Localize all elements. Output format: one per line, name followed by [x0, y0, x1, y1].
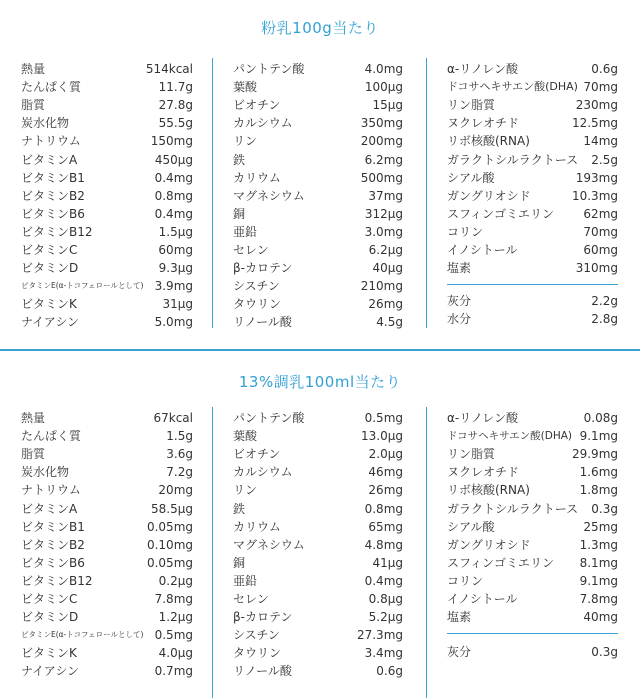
nutrient-name: 熱量 [21, 62, 46, 76]
nutrient-name: ガングリオシド [447, 537, 531, 552]
powder-col1 [21, 0, 193, 350]
nutrient-value: 10.3mg [571, 188, 618, 203]
nutrient-row [21, 187, 193, 205]
nutrient-name: シアル酸 [447, 170, 495, 185]
nutrient-value: 6.2mg [364, 152, 403, 167]
column-divider [212, 407, 213, 698]
nutrient-value: 0.5mg [364, 411, 403, 425]
nutrient-name: パントテン酸 [233, 411, 305, 425]
nutrient-value: 6.2μg [368, 243, 403, 257]
nutrient-name: ガラクトシルラクトース [447, 501, 579, 516]
nutrient-value: 12.5mg [571, 116, 618, 131]
nutrient-name: セレン [233, 592, 269, 606]
nutrient-name: 銅 [233, 206, 246, 221]
nutrient-name: ガングリオシド [447, 188, 531, 203]
nutrient-row [233, 409, 403, 427]
nutrient-value: 150mg [150, 134, 193, 149]
nutrient-name: イノシトール [447, 243, 518, 257]
nutrient-value: 3.9mg [154, 279, 193, 294]
nutrient-value: 46mg [368, 465, 403, 480]
nutrient-name: 脂質 [21, 98, 46, 113]
nutrient-name: リボ核酸(RNA) [447, 134, 530, 149]
nutrient-name: α-リノレン酸 [447, 62, 518, 76]
nutrient-name: ビタミンC [21, 243, 78, 257]
nutrient-row [21, 481, 193, 499]
nutrient-value: 0.4mg [154, 170, 193, 185]
nutrient-row [21, 518, 193, 536]
nutrient-row [21, 554, 193, 572]
nutrient-row [233, 536, 403, 554]
nutrient-value: 210mg [360, 279, 403, 294]
nutrient-name: β-カロテン [233, 261, 293, 276]
nutrient-name: リン [233, 483, 258, 498]
nutrient-value: 0.2μg [158, 573, 193, 588]
nutrient-value: 514kcal [145, 62, 193, 76]
nutrient-value: 2.5g [591, 152, 618, 167]
nutrient-value: 312μg [364, 206, 403, 221]
nutrient-name: シスチン [233, 279, 280, 294]
nutrient-name: コリン [447, 573, 484, 588]
nutrient-name: β-カロテン [233, 610, 293, 625]
nutrient-row [21, 223, 193, 241]
nutrient-value: 1.5g [166, 429, 193, 444]
nutrient-value: 65mg [368, 519, 403, 534]
nutrient-name: ナイアシン [21, 315, 80, 330]
nutrient-value: 40mg [583, 610, 618, 625]
nutrient-row [21, 78, 193, 96]
nutrient-value: 1.5μg [158, 224, 193, 239]
nutrient-value: 4.0μg [158, 646, 193, 661]
nutrient-name: ビタミンE(α-トコフェロールとして) [21, 630, 144, 640]
nutrient-name: ビタミンB1 [21, 519, 85, 534]
prepared-col2 [233, 351, 403, 700]
nutrient-row [233, 500, 403, 518]
nutrient-name: タウリン [233, 297, 282, 312]
nutrient-name: ビタミンA [21, 152, 78, 167]
powder-col3-extra [447, 0, 618, 350]
nutrient-name: 塩素 [447, 610, 472, 625]
nutrient-value: 55.5g [158, 116, 193, 131]
nutrient-value: 67kcal [153, 411, 193, 425]
nutrient-row [233, 518, 403, 536]
nutrient-name: パントテン酸 [233, 62, 305, 76]
nutrient-value: 2.8g [591, 312, 618, 327]
nutrient-row [21, 151, 193, 169]
nutrient-value: 1.8mg [579, 483, 618, 498]
prepared-col3-extra [447, 351, 618, 700]
nutrient-row [233, 114, 403, 132]
nutrient-name: ビタミンK [21, 297, 77, 312]
nutrient-row [21, 644, 193, 662]
nutrient-name: ナイアシン [21, 664, 80, 679]
nutrient-value: 13.0μg [361, 429, 403, 444]
nutrient-row [21, 626, 193, 644]
nutrient-value: 7.2g [166, 465, 193, 480]
nutrient-value: 9.3μg [158, 261, 193, 276]
nutrient-value: 37mg [368, 188, 403, 203]
nutrient-name: ビタミンD [21, 610, 79, 625]
nutrient-row [233, 445, 403, 463]
nutrient-row [233, 259, 403, 277]
nutrient-row [233, 608, 403, 626]
nutrient-name: たんぱく質 [21, 429, 82, 444]
nutrient-name: ガラクトシルラクトース [447, 152, 579, 167]
nutrient-value: 9.1mg [579, 573, 618, 588]
nutrient-row [21, 114, 193, 132]
nutrient-row [21, 662, 193, 680]
nutrient-value: 193mg [575, 170, 618, 185]
nutrient-row [21, 572, 193, 590]
nutrient-value: 200mg [360, 134, 403, 149]
nutrient-row [233, 277, 403, 295]
nutrient-row [233, 481, 403, 499]
powder-title: 粉乳100g当たり [261, 19, 379, 37]
nutrient-value: 0.4mg [364, 573, 403, 588]
nutrient-value: 500mg [360, 170, 403, 185]
nutrient-value: 0.7mg [154, 664, 193, 679]
nutrient-name: 亜鉛 [233, 224, 258, 239]
nutrient-value: 58.5μg [151, 501, 193, 516]
nutrient-row [21, 445, 193, 463]
nutrient-row [233, 554, 403, 572]
nutrient-name: リノール酸 [233, 315, 292, 330]
nutrient-row [21, 313, 193, 331]
nutrient-value: 4.5g [376, 315, 403, 330]
nutrient-name: ビタミンB6 [21, 206, 85, 221]
nutrient-row [21, 277, 193, 295]
nutrient-value: 310mg [575, 261, 618, 276]
nutrient-name: 葉酸 [233, 429, 258, 444]
prepared-title: 13%調乳100ml当たり [238, 373, 402, 391]
nutrient-value: 0.3g [591, 501, 618, 516]
nutrient-name: たんぱく質 [21, 80, 82, 95]
nutrient-name: ドコサヘキサエン酸(DHA) [447, 430, 573, 443]
nutrient-value: 0.8mg [364, 501, 403, 516]
nutrient-row [233, 572, 403, 590]
nutrient-value: 70mg [583, 224, 618, 239]
nutrient-name: 鉄 [233, 152, 246, 167]
nutrient-row [21, 241, 193, 259]
nutrient-value: 100μg [364, 80, 403, 95]
nutrient-name: ビオチン [233, 447, 281, 462]
nutrient-value: 3.0mg [364, 224, 403, 239]
nutrient-row [233, 626, 403, 644]
nutrient-row [21, 536, 193, 554]
nutrient-value: 20mg [158, 483, 193, 498]
nutrient-name: ナトリウム [21, 483, 81, 498]
nutrient-row [233, 590, 403, 608]
nutrient-name: 炭水化物 [21, 465, 70, 480]
nutrient-value: 230mg [575, 98, 618, 113]
nutrient-name: 塩素 [447, 261, 472, 276]
nutrient-name: 鉄 [233, 501, 246, 516]
nutrient-value: 29.9mg [571, 447, 618, 462]
nutrient-row [21, 295, 193, 313]
nutrient-value: 27.3mg [356, 628, 403, 643]
nutrient-name: 灰分 [447, 645, 472, 659]
nutrient-row [233, 223, 403, 241]
nutrient-value: 450μg [154, 152, 193, 167]
nutrient-value: 0.8mg [154, 188, 193, 203]
nutrient-row [21, 205, 193, 223]
nutrient-value: 0.6g [376, 664, 403, 679]
nutrient-name: リン脂質 [447, 98, 496, 113]
nutrient-name: 亜鉛 [233, 573, 258, 588]
nutrient-name: 葉酸 [233, 80, 258, 95]
nutrient-name: セレン [233, 243, 269, 257]
nutrient-value: 1.3mg [579, 537, 618, 552]
nutrient-value: 0.8μg [368, 592, 403, 606]
nutrient-value: 31μg [162, 297, 193, 312]
nutrient-name: α-リノレン酸 [447, 411, 518, 425]
nutrient-row [21, 500, 193, 518]
nutrient-name: コリン [447, 224, 484, 239]
prepared-col1 [21, 351, 193, 700]
nutrient-value: 2.0μg [368, 447, 403, 462]
nutrient-row [21, 463, 193, 481]
nutrient-value: 41μg [372, 555, 403, 570]
nutrient-name: カリウム [233, 170, 281, 185]
nutrient-name: ビタミンE(α-トコフェロールとして) [21, 281, 144, 291]
nutrient-name: 灰分 [447, 294, 472, 308]
nutrient-value: 60mg [158, 243, 193, 257]
nutrient-name: マグネシウム [233, 537, 305, 552]
nutrient-value: 0.4mg [154, 206, 193, 221]
nutrient-name: 銅 [233, 555, 246, 570]
nutrient-value: 0.05mg [146, 519, 193, 534]
nutrient-row [233, 241, 403, 259]
nutrient-row [447, 643, 618, 661]
nutrient-value: 0.3g [591, 645, 618, 659]
nutrient-row [21, 169, 193, 187]
nutrient-row [233, 662, 403, 680]
nutrient-value: 3.6g [166, 447, 193, 462]
nutrient-value: 350mg [360, 116, 403, 131]
nutrient-row [233, 295, 403, 313]
nutrient-value: 11.7g [158, 80, 193, 95]
nutrient-row [21, 60, 193, 78]
nutrient-row [447, 310, 618, 328]
nutrient-row [233, 427, 403, 445]
nutrient-value: 60mg [583, 243, 618, 257]
nutrient-name: リノール酸 [233, 664, 292, 679]
nutrient-name: スフィンゴミエリン [447, 206, 555, 221]
nutrient-value: 8.1mg [579, 555, 618, 570]
nutrient-name: カルシウム [233, 465, 293, 480]
nutrient-value: 0.05mg [146, 555, 193, 570]
nutrient-name: ビタミンB1 [21, 170, 85, 185]
nutrient-row [21, 132, 193, 150]
column-divider [212, 58, 213, 328]
nutrient-row [233, 151, 403, 169]
nutrient-name: 脂質 [21, 447, 46, 462]
nutrient-name: リン [233, 134, 258, 149]
nutrient-row [21, 608, 193, 626]
nutrient-row [233, 60, 403, 78]
nutrient-row [233, 463, 403, 481]
nutrient-name: ビタミンB12 [21, 573, 93, 588]
nutrient-value: 0.5mg [154, 628, 193, 643]
nutrient-value: 26mg [368, 297, 403, 312]
nutrient-value: 26mg [368, 483, 403, 498]
nutrient-row [21, 409, 193, 427]
nutrient-name: 熱量 [21, 411, 46, 425]
nutrient-value: 27.8g [158, 98, 193, 113]
nutrient-row [233, 132, 403, 150]
nutrient-value: 15μg [372, 98, 403, 113]
nutrient-row [21, 590, 193, 608]
nutrient-value: 3.4mg [364, 646, 403, 661]
nutrient-row [233, 644, 403, 662]
nutrient-name: 炭水化物 [21, 116, 70, 131]
nutrient-row [21, 96, 193, 114]
nutrient-name: ビオチン [233, 98, 281, 113]
nutrient-row [233, 78, 403, 96]
nutrient-row [21, 427, 193, 445]
nutrient-value: 5.2μg [368, 610, 403, 625]
nutrient-name: ビタミンB12 [21, 224, 93, 239]
nutrient-value: 62mg [583, 206, 618, 221]
nutrient-name: カルシウム [233, 116, 293, 131]
nutrient-row [447, 292, 618, 310]
nutrient-name: スフィンゴミエリン [447, 555, 555, 570]
nutrient-name: タウリン [233, 646, 282, 661]
nutrient-name: イノシトール [447, 592, 518, 606]
nutrient-value: 70mg [583, 80, 618, 95]
nutrient-name: ビタミンA [21, 501, 78, 516]
nutrient-value: 0.08g [583, 411, 618, 425]
nutrient-row [233, 169, 403, 187]
nutrient-row [233, 313, 403, 331]
nutrient-value: 5.0mg [154, 315, 193, 330]
nutrient-row [21, 259, 193, 277]
prepared-section [0, 351, 640, 700]
nutrient-row [233, 96, 403, 114]
nutrient-name: ヌクレオチド [447, 116, 520, 131]
nutrient-value: 9.1mg [579, 429, 618, 444]
column-divider [426, 407, 427, 698]
nutrient-name: マグネシウム [233, 188, 305, 203]
nutrient-value: 4.0mg [364, 62, 403, 76]
nutrient-row [233, 205, 403, 223]
nutrient-name: 水分 [447, 312, 472, 327]
nutrient-name: ビタミンK [21, 646, 77, 661]
nutrient-name: ビタミンD [21, 261, 79, 276]
nutrient-value: 25mg [583, 519, 618, 534]
nutrient-value: 7.8mg [154, 592, 193, 606]
nutrient-name: ナトリウム [21, 134, 81, 149]
nutrient-value: 4.8mg [364, 537, 403, 552]
nutrient-name: カリウム [233, 519, 281, 534]
nutrient-name: リボ核酸(RNA) [447, 483, 530, 498]
nutrient-value: 7.8mg [579, 592, 618, 606]
nutrient-name: ビタミンB2 [21, 188, 85, 203]
nutrient-value: 1.6mg [579, 465, 618, 480]
nutrient-value: 1.2μg [158, 610, 193, 625]
column-divider [426, 58, 427, 328]
nutrient-row [233, 187, 403, 205]
nutrient-name: ヌクレオチド [447, 465, 520, 480]
nutrient-value: 40μg [372, 261, 403, 276]
nutrient-value: 14mg [583, 134, 618, 149]
nutrient-name: リン脂質 [447, 447, 496, 462]
nutrient-value: 0.6g [591, 62, 618, 76]
nutrient-name: シアル酸 [447, 519, 495, 534]
nutrient-name: ビタミンB2 [21, 537, 85, 552]
powder-col2 [233, 0, 403, 350]
nutrient-value: 0.10mg [146, 537, 193, 552]
nutrient-name: ビタミンB6 [21, 555, 85, 570]
nutrient-value: 2.2g [591, 294, 618, 308]
nutrient-name: シスチン [233, 628, 280, 643]
nutrient-name: ビタミンC [21, 592, 78, 606]
nutrient-name: ドコサヘキサエン酸(DHA) [447, 80, 578, 94]
